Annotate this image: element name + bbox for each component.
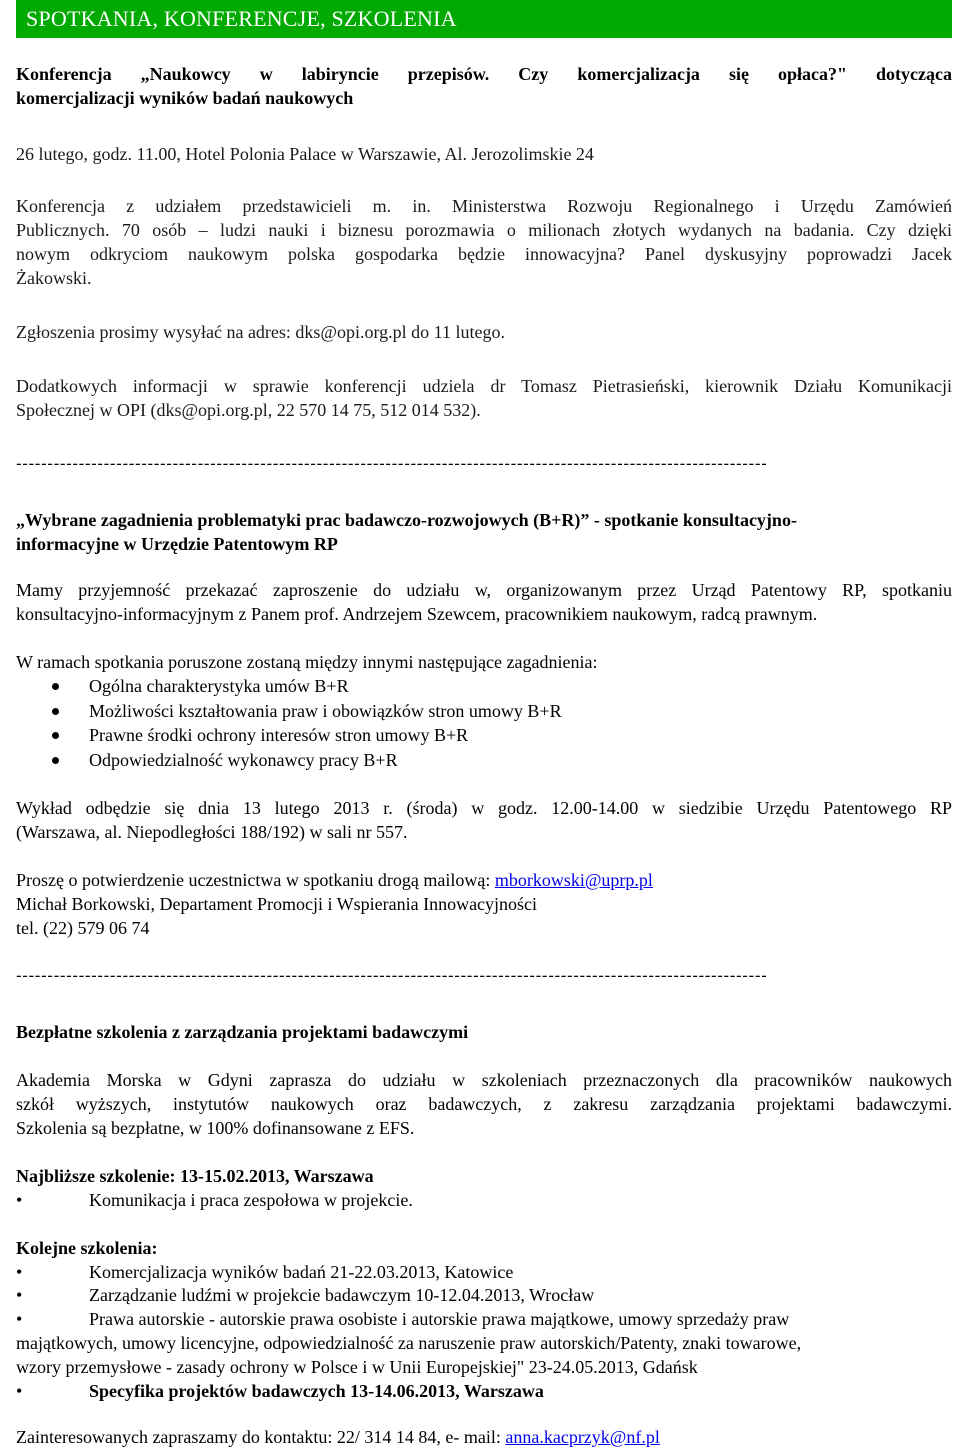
patent-confirm-text: Proszę o potwierdzenie uczestnictwa w spotkaniu drogą mailową: <box>16 870 495 890</box>
section-banner <box>16 0 952 38</box>
trainings-intro-line3: Szkolenia są bezpłatne, w 100% dofinansowane z EFS. <box>16 1118 415 1138</box>
trainings-more-item-cont: majątkowych, umowy licencyjne, odpowiedzialność za naruszenie praw autorskich/Patenty, znaki towarowe, <box>16 1333 802 1353</box>
conference-desc-line4: Żakowski. <box>16 268 92 288</box>
patent-confirm <box>16 868 653 892</box>
trainings-next-heading: Najbliższe szkolenie: 13-15.02.2013, Warszawa <box>16 1166 374 1186</box>
patent-intro-line1: Mamy przyjemność przekazać zaproszenie do udziału w, organizowanym przez Urząd Patentowy RP, spotkaniu <box>16 580 952 600</box>
separator-2: ------------------------------------------------------------------------------------------------------------------------ <box>16 966 768 985</box>
topic-item: Prawne środki ochrony interesów stron umowy B+R <box>89 725 469 745</box>
bullet-icon: • <box>16 1309 23 1329</box>
trainings-contact-text: Zainteresowanych zapraszamy do kontaktu: 22/ 314 14 84, e- mail: <box>16 1427 506 1447</box>
trainings-intro-line1: Akademia Morska w Gdyni zaprasza do udziału w szkoleniach przeznaczonych dla pracowników naukowych <box>16 1070 952 1090</box>
conference-desc-line2: Publicznych. 70 osób – ludzi nauki i biznesu porozmawia o milionach złotych wydanych na badania. Czy dzięki <box>16 220 952 240</box>
conference-date-place: 26 lutego, godz. 11.00, Hotel Polonia Palace w Warszawie, Al. Jerozolimskie 24 <box>16 144 594 164</box>
patent-title-line1: „Wybrane zagadnienia problematyki prac badawczo-rozwojowych (B+R)” - spotkanie konsultacyjno- <box>16 510 797 530</box>
bullet-icon <box>52 732 59 739</box>
separator-1: ------------------------------------------------------------------------------------------------------------------------ <box>16 454 768 473</box>
section-title: SPOTKANIA, KONFERENCJE, SZKOLENIA <box>26 6 457 31</box>
trainings-intro-line2: szkół wyższych, instytutów naukowych oraz badawczych, z zakresu zarządzania projektami badawczymi. <box>16 1094 952 1114</box>
trainings-contact <box>16 1425 660 1449</box>
conference-contact-line1: Dodatkowych informacji w sprawie konferencji udziela dr Tomasz Pietrasieński, kierownik Działu Komunikacji <box>16 376 952 396</box>
bullet-icon <box>52 757 59 764</box>
bullet-icon: • <box>16 1285 23 1305</box>
topic-item: Odpowiedzialność wykonawcy pracy B+R <box>89 750 398 770</box>
trainings-contact-email-link[interactable]: anna.kacprzyk@nf.pl <box>505 1427 660 1447</box>
bullet-icon: • <box>16 1190 23 1210</box>
trainings-more-item-cont: wzory przemysłowe - zasady ochrony w Polsce i w Unii Europejskiej" 23-24.05.2013, Gdańsk <box>16 1357 698 1377</box>
patent-intro-line2: konsultacyjno-informacyjnym z Panem prof. Andrzejem Szewcem, pracownikiem naukowym, radcą prawnym. <box>16 604 818 624</box>
patent-signature: Michał Borkowski, Departament Promocji i Wspierania Innowacyjności <box>16 894 538 914</box>
topic-item: Możliwości kształtowania praw i obowiązków stron umowy B+R <box>89 701 562 721</box>
patent-lecture-line2: (Warszawa, al. Niepodległości 188/192) w sali nr 557. <box>16 822 408 842</box>
patent-confirm-email-link[interactable]: mborkowski@uprp.pl <box>494 870 653 890</box>
conference-registration: Zgłoszenia prosimy wysyłać na adres: dks@opi.org.pl do 11 lutego. <box>16 322 505 342</box>
trainings-more-item: Komercjalizacja wyników badań 21-22.03.2013, Katowice <box>89 1262 514 1282</box>
trainings-title: Bezpłatne szkolenia z zarządzania projektami badawczymi <box>16 1022 469 1042</box>
trainings-more-item: Specyfika projektów badawczych 13-14.06.2013, Warszawa <box>89 1381 544 1401</box>
trainings-more-item: Zarządzanie ludźmi w projekcie badawczym 10-12.04.2013, Wrocław <box>89 1285 595 1305</box>
patent-phone: tel. (22) 579 06 74 <box>16 918 150 938</box>
trainings-next-item: Komunikacja i praca zespołowa w projekcie. <box>89 1190 413 1210</box>
bullet-icon: • <box>16 1262 23 1282</box>
conference-desc-line1: Konferencja z udziałem przedstawicieli m. in. Ministerstwa Rozwoju Regionalnego i Urzędu Zamówień <box>16 196 952 216</box>
conference-desc-line3: nowym odkryciom naukowym polska gospodarka będzie innowacyjna? Panel dyskusyjny poprowadzi Jacek <box>16 244 952 264</box>
trainings-more-item: Prawa autorskie - autorskie prawa osobiste i autorskie prawa majątkowe, umowy sprzedaży praw <box>89 1309 790 1329</box>
patent-title-line2: informacyjne w Urzędzie Patentowym RP <box>16 534 338 554</box>
patent-topics-intro: W ramach spotkania poruszone zostaną między innymi następujące zagadnienia: <box>16 652 598 672</box>
patent-lecture-line1: Wykład odbędzie się dnia 13 lutego 2013 r. (środa) w godz. 12.00-14.00 w siedzibie Urzędu Patentowego RP <box>16 798 952 818</box>
conference-contact-line2: Społecznej w OPI (dks@opi.org.pl, 22 570 14 75, 512 014 532). <box>16 400 481 420</box>
trainings-more-heading: Kolejne szkolenia: <box>16 1238 158 1258</box>
conference-title-line1: Konferencja „Naukowcy w labiryncie przepisów. Czy komercjalizacja się opłaca?" dotycząca <box>16 64 952 84</box>
conference-title-line2: komercjalizacji wyników badań naukowych <box>16 88 354 108</box>
bullet-icon: • <box>16 1381 23 1401</box>
topic-item: Ogólna charakterystyka umów B+R <box>89 676 349 696</box>
bullet-icon <box>52 708 59 715</box>
bullet-icon <box>52 683 59 690</box>
